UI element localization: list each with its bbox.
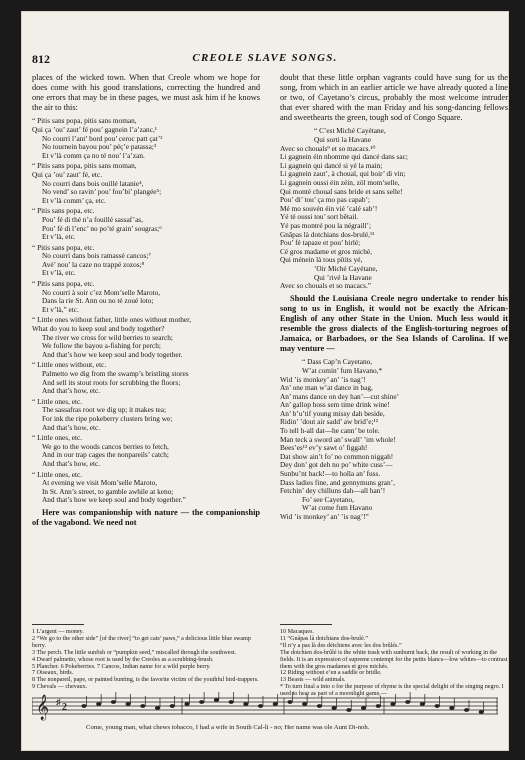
music-notation-icon: [32, 692, 498, 724]
verse-line: An’ one man w’at dance in bag,: [280, 384, 373, 393]
left-closing-paragraph: Here was companionship with nature — the companionship of the vagabond. We need not: [32, 507, 260, 527]
verse-line: Avec so chouals⁹ et so macacs.¹⁰: [280, 144, 376, 153]
page-number: 812: [32, 52, 50, 66]
verse-line: For ink the ripe pokeberry clusters bring we;: [42, 414, 173, 423]
verse-line: Qui ménein là tous pïtits yé,: [280, 256, 363, 265]
verse-line: “ Pitis sans popa, etc.: [32, 207, 95, 216]
verse-line: W’at come fum Havano: [302, 504, 373, 513]
note-head: [243, 702, 248, 706]
note-head: [332, 706, 337, 710]
verse-line: Li gagnein qui dancé si yé la main;: [280, 161, 383, 170]
verse-line: No tournein bayou pou’ péç’e patassa;³: [42, 143, 157, 152]
verse-line: And that’s how, etc.: [42, 459, 101, 468]
cayetano-creole-verse: [280, 127, 508, 290]
note-head: [287, 700, 292, 704]
footnote: 1 L’argent — money.: [32, 629, 84, 635]
verse-line: “ C’est Miché Cayétane,: [314, 127, 386, 136]
verse-line: Fetchin’ dey chilluns dah—all han’!: [280, 487, 386, 496]
verse-line: Wid ’is monkey’ an’ ’is nag’!”: [280, 513, 369, 521]
verse-line: No courri dans bois ouillé latanie⁴,: [42, 179, 144, 188]
verse-line: And in our trap cages the nonpareils’ catch;: [42, 451, 169, 460]
footnote: The dotchien dos-brûlé is the white trash with sunburnt back, the result of working in the fields. It is an expression of supreme contempt for the petits blancs—low whites—to contrast them with the gros madames et gros michés.: [280, 649, 508, 670]
footnote: 4 Dwarf palmetto, whose root is used by the Creoles as a scrubbing-brush.: [32, 656, 214, 663]
footnote: 9 Chevals — chevaux.: [32, 684, 88, 691]
verse-line: Sunbu’nt back!—to holla an’ fuss.: [280, 470, 381, 479]
verse-line: Qui monté choual sans bride et sans selle!: [280, 187, 403, 196]
footnote: 3 The perch. The little sunfish or “pumpkin seed,” miscalled through the southwest.: [32, 649, 237, 656]
note-head: [81, 704, 86, 708]
svg-text:2: 2: [62, 702, 67, 713]
verse-line: To tell h-all dat—he cann’ be tole.: [280, 427, 380, 436]
note-head: [214, 698, 219, 702]
note-head: [126, 702, 131, 706]
verse-line: Bees’es¹³ ev’y sawt o’ figgah!: [280, 444, 368, 453]
note-head: [229, 700, 234, 704]
book-page: [22, 12, 508, 750]
cayetano-english-verse: [280, 358, 508, 521]
verse-line: Qui sorti la Havane: [314, 136, 371, 145]
left-creole-verse: [32, 117, 260, 505]
note-head: [361, 706, 366, 710]
footnote: 11 “Gnâpas là dotchians dos-brulé.”: [280, 635, 368, 642]
note-head: [155, 706, 160, 710]
verse-line: ’Oir Miché Cayétane,: [314, 264, 378, 273]
verse-line: “ Pitis sans popa, pitis sans moman,: [32, 162, 137, 171]
verse-line: No vend’ so ravin’ pou’ fou’bi’ plangée⁵;: [42, 188, 162, 197]
verse-line: We go to the woods cancos berries to fetch,: [42, 442, 169, 451]
verse-line: Et v’là,” etc.: [42, 305, 79, 314]
verse-line: “ Little ones without, etc.: [32, 361, 107, 370]
verse-line: Et v’là comm’ ça, etc.: [42, 196, 106, 205]
note-head: [111, 700, 116, 704]
note-head: [302, 702, 307, 706]
verse-line: Avé’ nou’ la caze no trappé zozos;⁸: [42, 260, 145, 269]
note-head: [420, 702, 425, 706]
running-title: CREOLE SLAVE SONGS.: [192, 52, 338, 64]
verse-line: “ Pitis sans popa, pitis sans moman,: [32, 117, 137, 126]
verse-line: “ Dass Cap’n Cayetano,: [302, 358, 373, 367]
left-intro-paragraph: places of the wicked town. When that Creole whom we hope for does come with his good translations, correcting the hundred and one errors that may be in these pages, we must ask him if he knows the air to this:: [32, 73, 260, 113]
verse-line: The river we cross for wild berries to search;: [42, 333, 173, 342]
note-head: [273, 702, 278, 706]
note-head: [479, 710, 484, 714]
verse-line: Dans la rie St. Ann ou no té zoué loto;: [42, 297, 154, 306]
verse-line: “ Pitis sans popa, etc.: [32, 243, 95, 252]
verse-line: Et v’là comm ça no té nou’ l’a’zan.: [42, 151, 145, 160]
verse-line: “ Pitis sans popa, etc.: [32, 280, 95, 289]
footnote: 10 Macaques.: [280, 629, 314, 635]
note-head: [449, 706, 454, 710]
note-head: [376, 704, 381, 708]
verse-line: Dey don’ got deh no po’ white cuss’—: [280, 461, 393, 470]
note-head: [464, 708, 469, 712]
music-lyric: Come, young man, what chews tobacco, I had a wife in South Cal-li - no; Her name was ole Aunt Di-noh.: [86, 724, 370, 731]
left-footnotes: [32, 629, 260, 691]
music-staff: [32, 692, 498, 732]
note-head: [405, 700, 410, 704]
note-head: [317, 704, 322, 708]
verse-line: Wid ’is monkey’ an’ ’is nag’!: [280, 375, 366, 384]
verse-line: Palmetto we dig from the swamp’s bristling stores: [42, 370, 189, 378]
left-column: [32, 73, 260, 528]
note-head: [199, 700, 204, 704]
verse-line: Pou’ di’ tou’ ça mo pas capab’;: [280, 196, 370, 205]
right-middle-paragraph: Should the Louisiana Creole negro undertake to render his song to us in English, it would not be exactly the African-English of any other State in the Union. Much less would it resemble the gross dialects of the English-torturing negroes of Jamaica, or Barbadoes, or the Sea Islands of Carolina. If we may venture —: [280, 293, 508, 354]
verse-line: Et v’là, etc.: [42, 269, 76, 278]
verse-line: “ Little ones without father, little ones without mother,: [32, 316, 192, 325]
verse-line: Dat show ain’t fo’ no common niggah!: [280, 452, 394, 461]
footnote: * To turn final a into o for the purpose of rhyme is the special delight of the singing negro. I used to hear as part of a moonlight game,—: [280, 684, 504, 698]
footnote: 8 The nonpareil, pape, or painted bunting, is the favorite victim of the youthful bird-trappers.: [32, 677, 259, 684]
verse-line: An’ b’u’tif young missy dah beside,: [280, 409, 385, 418]
verse-line: Pou’ fé di thé n’a fouillé sassaf’as,: [42, 215, 143, 224]
note-head: [258, 704, 263, 708]
note-head: [184, 702, 189, 706]
verse-line: Li gagnein éin nhomme qui dancé dans sac;: [280, 153, 408, 162]
verse-line: At evening we visit Mom’selle Maroto,: [42, 479, 158, 488]
verse-line: We follow the bayou a-fishing for perch;: [42, 342, 161, 351]
verse-line: Mé mo souvén éin vié ’calé sab’!: [280, 204, 378, 213]
verse-line: Pou’ fé di l’enc’ no po’té grain’ sougras;⁶: [42, 224, 162, 233]
verse-line: Yé té oussi tou’ sort bêtail.: [280, 213, 359, 222]
verse-line: “ Little ones, etc.: [32, 470, 83, 479]
verse-line: An’ gallop hoss sem time drink wine!: [280, 401, 390, 410]
verse-line: No courri à soir c’ez Mom’selle Maroto,: [42, 288, 161, 297]
verse-line: Yé pas montré pou la négraill’;: [280, 222, 371, 230]
footnote: 13 Beasts — wild animals.: [280, 677, 346, 684]
verse-line: Fo’ see Cayetano,: [302, 495, 354, 504]
footnote: 5 Plancher. 6 Pokeberries. 7 Cancos, Indian name for a wild purple berry.: [32, 663, 211, 670]
note-head: [346, 708, 351, 712]
verse-line: An’ mans dance on dey han’—cut shine’: [280, 392, 400, 401]
footnote-rule-left: [32, 624, 84, 625]
right-column: [280, 73, 508, 525]
note-head: [435, 704, 440, 708]
verse-line: W’at comin’ fum Havano,*: [302, 366, 383, 375]
note-head: [170, 704, 175, 708]
page-header: [32, 52, 498, 68]
verse-line: The sassafras root we dig up; it makes tea;: [42, 406, 167, 415]
verse-line: “ Little ones, etc.: [32, 434, 83, 443]
note-head: [140, 704, 145, 708]
verse-line: In St. Ann’s street, to gamble awhile at keno;: [42, 487, 174, 496]
footnote-rule-right: [280, 624, 332, 625]
verse-line: Qui ça ’ou’ zaut’ fé pou’ gagnein l’a’zanc,¹: [32, 125, 157, 134]
verse-line: Man teck a sword an’ swall’ ’im whole!: [280, 435, 396, 444]
verse-line: Et v’là, etc.: [42, 233, 76, 242]
verse-line: Avec so chouals et so macacs.”: [280, 282, 372, 291]
verse-line: Qui ça ’ou’ zaut’ fé, etc.: [32, 170, 103, 179]
verse-line: Gnâpas là dotchians dos-brulé,¹¹: [280, 230, 375, 239]
verse-line: And that’s how we keep soul and body together.”: [42, 496, 186, 505]
verse-line: Li gagnein oussi éin zéin, zöl mom’selle,: [280, 179, 400, 188]
verse-line: Pou’ fé tapaze et pou’ birlé;: [280, 239, 361, 248]
note-head: [390, 702, 395, 706]
verse-line: Ridin’ ’dout air sadd’ aw brid’e;¹²: [280, 418, 378, 427]
note-head: [96, 702, 101, 706]
footnote: “Il n’y a pas là des détchiens avec les dos brûlés.”: [280, 642, 402, 649]
right-intro-paragraph: doubt that these little orphan vagrants could have sung for us the song, from which in an earlier article we have already quoted a line or two, of Cayetano’s circus, probably the most welcome intruder that ever shared with the man Friday and his song-dancing fellows and sweethearts the green, tough sod of Congo Square.: [280, 73, 508, 123]
right-footnotes: [280, 629, 508, 698]
footnote: 7 Oiseaux, birds.: [32, 670, 74, 677]
verse-line: No courri dans bois ramassé cancos;⁷: [42, 252, 151, 261]
footnote: 2 “We go to the other side” [of the river] “to get cats’ paws,” a delicious little blue swamp berry.: [32, 635, 251, 649]
verse-line: And that’s how, etc.: [42, 423, 101, 432]
verse-line: And that’s how, etc.: [42, 387, 101, 396]
verse-line: Dass ladies fine, and gennymuns gran’,: [280, 478, 395, 487]
verse-line: What do you to keep soul and body together?: [32, 325, 165, 334]
verse-line: No courri l’ant’ bord pou’ ceroc patt çat’²: [42, 134, 163, 143]
verse-line: Cé gros madame et gros miché,: [280, 247, 372, 256]
verse-line: “ Little ones, etc.: [32, 397, 83, 406]
svg-text:♯: ♯: [56, 697, 61, 707]
footnote: 12 Riding without e’en a saddle or bridle.: [280, 670, 382, 677]
verse-line: And that’s how we keep soul and body together.: [42, 350, 183, 359]
verse-line: Qui ’rivé la Havane: [314, 273, 372, 282]
verse-line: And sell its stout roots for scrubbing the floors;: [42, 378, 181, 387]
svg-text:𝄞: 𝄞: [36, 695, 50, 720]
verse-line: Li gagnein zaut’, à choual, qui boir’ di vin;: [280, 170, 406, 179]
